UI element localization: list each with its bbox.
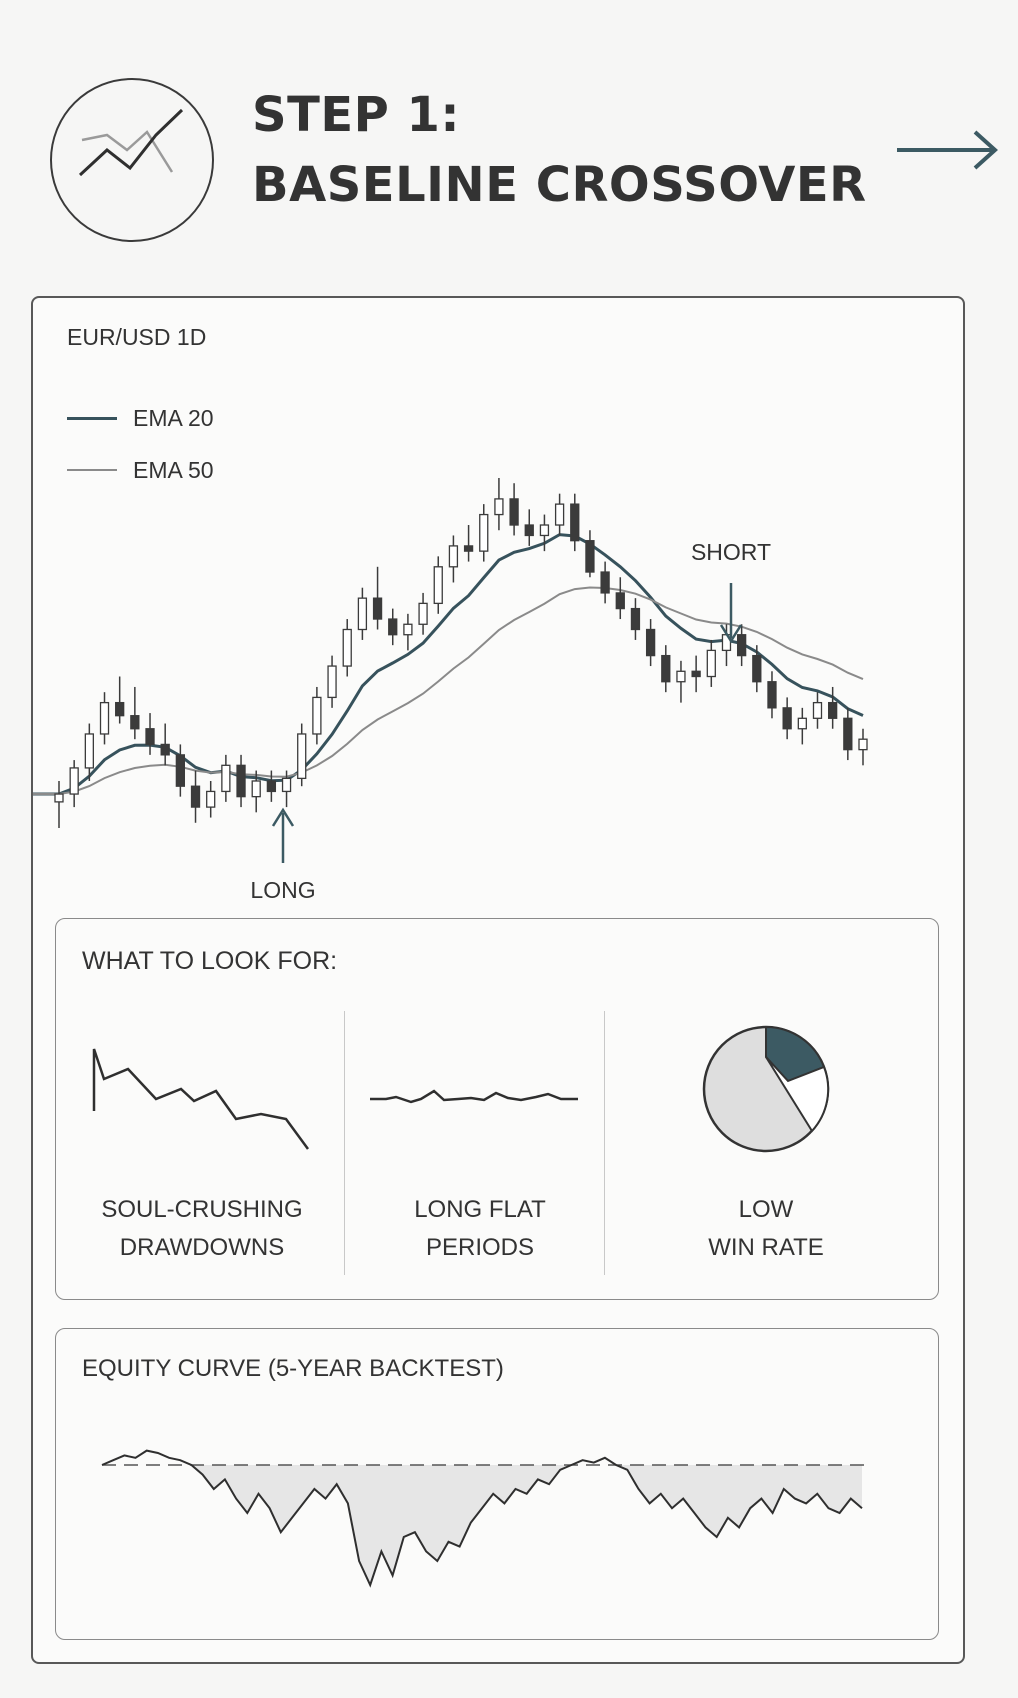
title-line2: BASELINE CROSSOVER [252,157,867,213]
candle [525,509,533,546]
candle [480,504,488,561]
candle [207,781,215,818]
candle [389,609,397,646]
candle [313,687,321,744]
chart-title: EUR/USD 1D [67,324,207,350]
equity-title: EQUITY CURVE (5-YEAR BACKTEST) [82,1355,504,1382]
drawdown-line-icon [86,1039,326,1169]
caption-line: WIN RATE [708,1234,824,1261]
caption-line: LONG FLAT [414,1196,546,1223]
caption-line: LOW [738,1196,794,1223]
candle [510,483,518,535]
caption-line: PERIODS [425,1234,535,1261]
candle [192,771,200,823]
caption-line: DRAWDOWNS [119,1234,285,1261]
candle [844,708,852,760]
candle [176,744,184,796]
candle [495,478,503,530]
lookfor-item-win-rate [626,1191,906,1267]
short-label: SHORT [690,539,772,565]
win-rate-pie-icon [696,1019,836,1159]
candle [465,525,473,562]
candle [146,713,154,755]
candle [586,530,594,577]
header [0,0,1018,260]
ema20-line [33,535,863,794]
arrow-right-icon[interactable] [895,120,1005,180]
flat-line-icon [366,1069,586,1129]
candle [798,708,806,745]
candle [374,567,382,630]
candle [601,562,609,604]
candle [116,677,124,724]
candle [647,619,655,666]
candle [692,656,700,693]
lookfor-title: WHAT TO LOOK FOR: [82,947,338,975]
candle [616,577,624,619]
candle [829,687,837,729]
candle [55,781,63,828]
legend-label-ema50: EMA 50 [133,456,214,483]
ema50-line [33,588,863,795]
strategy-card [31,296,965,1664]
candle [404,614,412,651]
lookfor-item-flat-periods [340,1191,620,1267]
candle [707,640,715,687]
legend-label-ema20: EMA 20 [133,404,214,431]
long-label: LONG [250,877,316,903]
candle [131,687,139,739]
caption-line: SOUL-CRUSHING [101,1196,303,1223]
candle [571,494,579,551]
candle [419,593,427,635]
title-line1: STEP 1: [252,87,461,143]
candle [222,755,230,802]
candle [449,535,457,582]
candle [813,692,821,729]
candle [768,671,776,718]
candle [70,760,78,807]
lookfor-item-drawdowns [62,1191,342,1267]
candle [783,697,791,739]
candle [328,656,336,708]
candle [753,645,761,692]
candle [343,619,351,676]
page-title [252,80,867,220]
candle [859,729,867,766]
candle [358,588,366,640]
equity-chart [56,1329,936,1637]
short-arrow-icon [721,583,741,641]
candle [161,724,169,766]
candle [237,755,245,807]
equity-curve-panel [55,1328,939,1640]
candle [556,494,564,536]
candle [101,692,109,744]
candle [662,645,670,692]
equity-drawdown-fill [102,1465,862,1585]
long-arrow-icon [273,810,293,863]
candle [631,598,639,640]
candle [677,661,685,703]
candle [298,724,306,787]
what-to-look-for-panel [55,918,939,1300]
candle [434,556,442,613]
crossover-lines-icon [50,78,214,242]
